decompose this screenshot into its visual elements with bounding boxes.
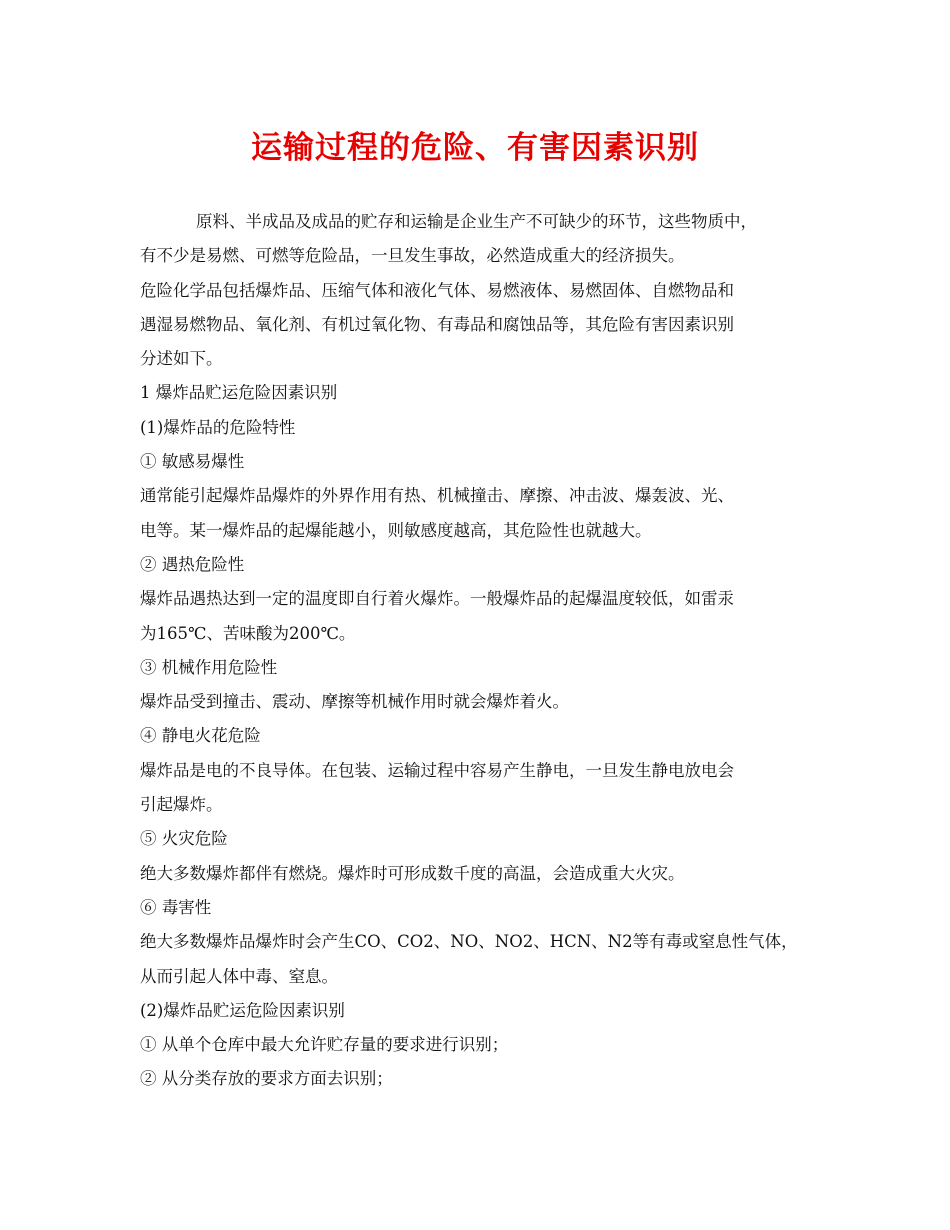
paragraph-line: 分述如下。 <box>140 349 223 369</box>
document-body <box>140 205 830 1097</box>
document-title: 运输过程的危险、有害因素识别 <box>251 130 699 166</box>
item-heading: ⑥ 毒害性 <box>140 897 212 917</box>
item-heading: ④ 静电火花危险 <box>140 726 261 746</box>
subsection-heading: (2)爆炸品贮运危险因素识别 <box>140 1000 345 1020</box>
paragraph-line: 遇湿易燃物品、氧化剂、有机过氧化物、有毒品和腐蚀品等，其危险有害因素识别 <box>140 314 734 334</box>
paragraph-line: 爆炸品是电的不良导体。在包装、运输过程中容易产生静电，一旦发生静电放电会 <box>140 760 734 780</box>
item-heading: ⑤ 火灾危险 <box>140 829 228 849</box>
paragraph-line: 引起爆炸。 <box>140 795 223 815</box>
paragraph-line: 电等。某一爆炸品的起爆能越小，则敏感度越高，其危险性也就越大。 <box>140 520 652 540</box>
item-heading: ① 敏感易爆性 <box>140 452 245 472</box>
paragraph-line: 爆炸品遇热达到一定的温度即自行着火爆炸。一般爆炸品的起爆温度较低，如雷汞 <box>140 589 734 609</box>
subsection-heading: (1)爆炸品的危险特性 <box>140 417 296 437</box>
paragraph-line: 绝大多数爆炸都伴有燃烧。爆炸时可形成数千度的高温，会造成重大火灾。 <box>140 863 685 883</box>
paragraph-line: 绝大多数爆炸品爆炸时会产生CO、CO2、NO、NO2、HCN、N2等有毒或窒息性气体， <box>140 932 798 952</box>
paragraph-line: 爆炸品受到撞击、震动、摩擦等机械作用时就会爆炸着火。 <box>140 692 569 712</box>
paragraph-line: 危险化学品包括爆炸品、压缩气体和液化气体、易燃液体、易燃固体、自燃物品和 <box>140 280 734 300</box>
paragraph-line: 有不少是易燃、可燃等危险品，一旦发生事故，必然造成重大的经济损失。 <box>140 246 685 266</box>
paragraph-line: 从而引起人体中毒、窒息。 <box>140 966 338 986</box>
paragraph-line: 为165℃、苦味酸为200℃。 <box>140 623 356 643</box>
item-heading: ③ 机械作用危险性 <box>140 657 278 677</box>
item-heading: ② 遇热危险性 <box>140 554 245 574</box>
paragraph-line: 原料、半成品及成品的贮存和运输是企业生产不可缺少的环节，这些物质中， <box>196 212 757 231</box>
item-heading: ① 从单个仓库中最大允许贮存量的要求进行识别； <box>140 1035 509 1055</box>
section-heading: 1 爆炸品贮运危险因素识别 <box>140 383 338 403</box>
item-heading: ② 从分类存放的要求方面去识别； <box>140 1069 393 1089</box>
paragraph-line: 通常能引起爆炸品爆炸的外界作用有热、机械撞击、摩擦、冲击波、爆轰波、光、 <box>140 486 734 506</box>
